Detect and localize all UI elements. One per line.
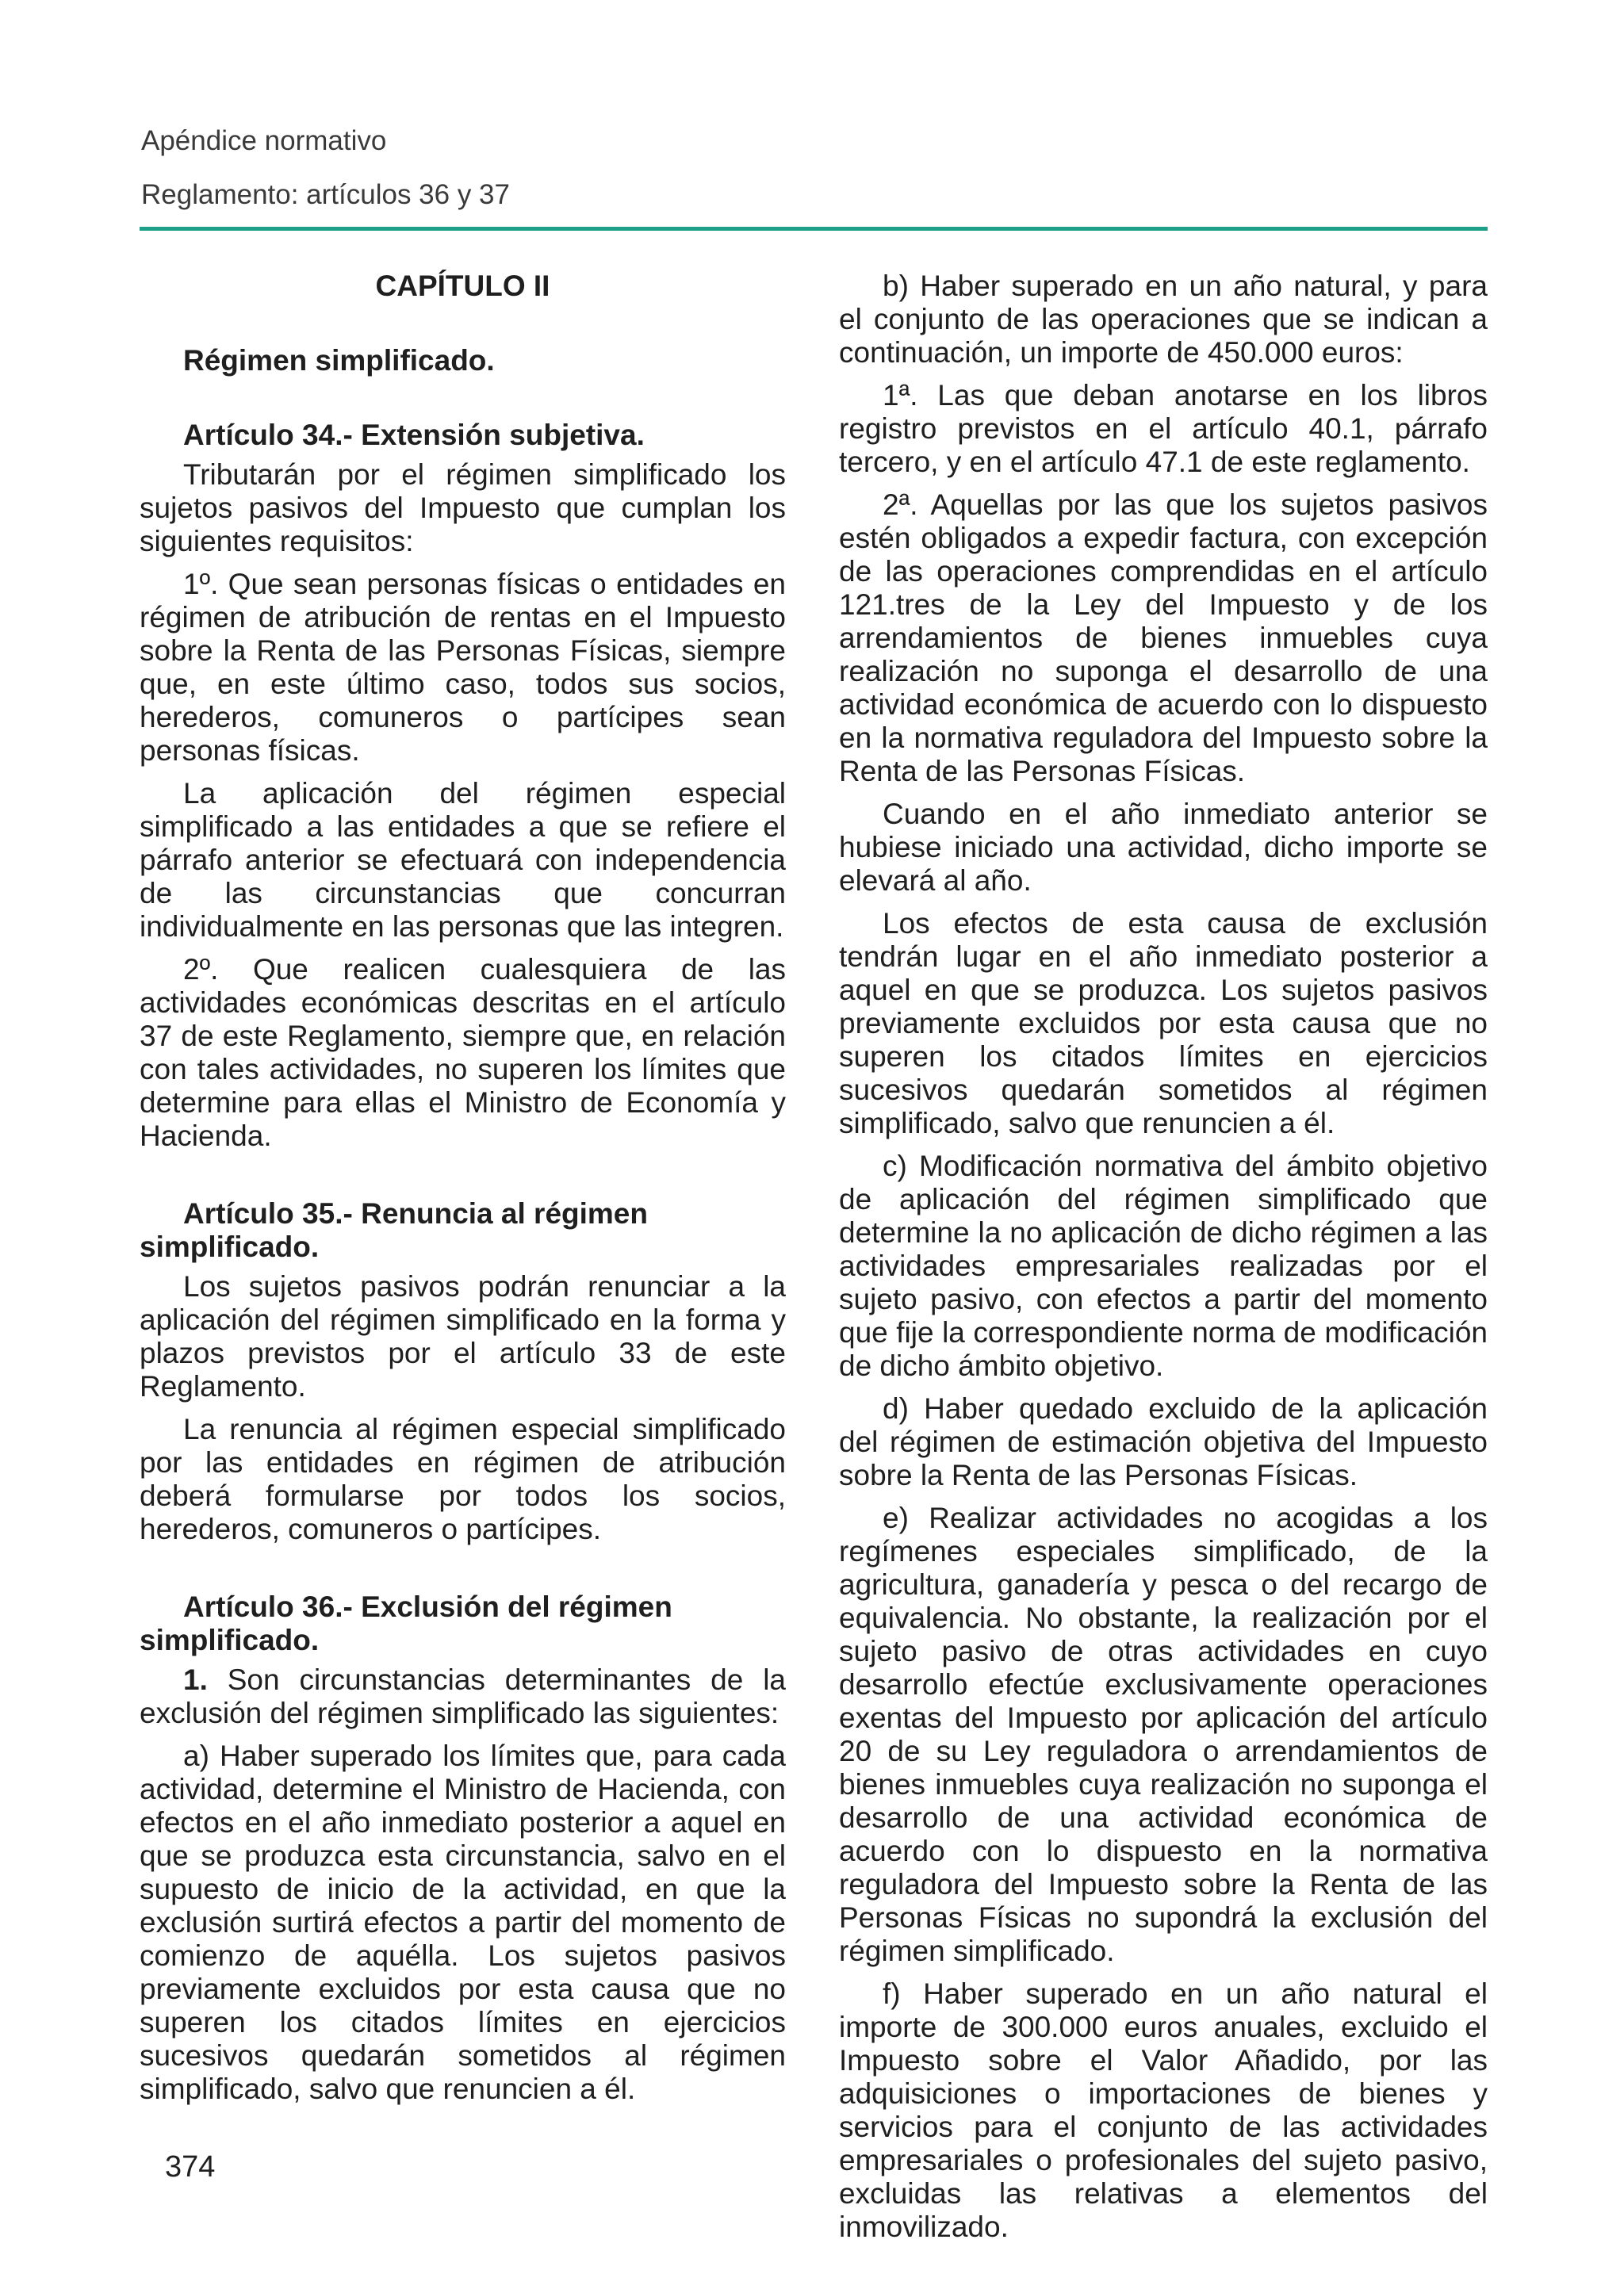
header-title: Apéndice normativo	[141, 125, 387, 156]
section-heading: Régimen simplificado.	[183, 344, 495, 377]
page-number: 374	[165, 2150, 216, 2184]
header-divider	[140, 227, 1488, 231]
article-35-paragraph: Los sujetos pasivos podrán renunciar a la aplicación del régimen simplificado en la forma y plazos previstos por el artículo 33 de este Reglamento.	[140, 1270, 786, 1403]
right-paragraph: Cuando en el año inmediato anterior se hubiese iniciado una actividad, dicho importe se elevará al año.	[839, 798, 1488, 897]
article-34-paragraph: 1º. Que sean personas físicas o entidades en régimen de atribución de rentas en el Impuesto sobre la Renta de las Personas Físicas, siempre que, en este último caso, todos sus socios, herederos, comuneros o partícipes sean personas físicas.	[140, 568, 786, 767]
article-34-paragraph: Tributarán por el régimen simplificado los sujetos pasivos del Impuesto que cumplan los siguientes requisitos:	[140, 458, 786, 557]
right-paragraph: d) Haber quedado excluido de la aplicación del régimen de estimación objetiva del Impuesto sobre la Renta de las Personas Físicas.	[839, 1392, 1488, 1491]
article-36-number: 1.	[183, 1663, 208, 1696]
right-paragraph: c) Modificación normativa del ámbito objetivo de aplicación del régimen simplificado que determine la no aplicación de dicho régimen a las actividades empresariales realizadas por el sujeto pasivo, con efectos a partir del momento que fije la correspondiente norma de modificación de dicho ámbito objetivo.	[839, 1150, 1488, 1382]
article-34-title: Artículo 34.- Extensión subjetiva.	[183, 419, 645, 451]
page-header	[141, 125, 510, 211]
article-36-text: Son circunstancias determinantes de la exclusión del régimen simplificado las siguientes:	[140, 1663, 786, 1729]
left-column	[140, 270, 786, 2115]
article-35-title: Artículo 35.- Renuncia al régimen simplificado.	[140, 1197, 648, 1263]
article-36-paragraph	[140, 1663, 786, 1730]
article-35-paragraph: La renuncia al régimen especial simplificado por las entidades en régimen de atribución deberá formularse por todos los socios, herederos, comuneros o partícipes.	[140, 1413, 786, 1545]
article-34-paragraph: La aplicación del régimen especial simplificado a las entidades a que se refiere el párrafo anterior se efectuará con independencia de las circunstancias que concurran individualmente en las personas que las integren.	[140, 777, 786, 943]
chapter-heading: CAPÍTULO II	[375, 270, 550, 302]
right-paragraph: e) Realizar actividades no acogidas a los regímenes especiales simplificado, de la agricultura, ganadería y pesca o del recargo de equivalencia. No obstante, la realización por el sujeto pasivo de otras actividades en cuyo desarrollo efectúe exclusivamente operaciones exentas del Impuesto por aplicación del artículo 20 de su Ley reguladora o arrendamientos de bienes inmuebles cuya realización no suponga el desarrollo de una actividad económica de acuerdo con lo dispuesto en la normativa reguladora del Impuesto sobre la Renta de las Personas Físicas no supondrá la exclusión del régimen simplificado.	[839, 1502, 1488, 1967]
right-paragraph: b) Haber superado en un año natural, y para el conjunto de las operaciones que se indican a continuación, un importe de 450.000 euros:	[839, 270, 1488, 369]
right-paragraph: Los efectos de esta causa de exclusión tendrán lugar en el año inmediato posterior a aquel en que se produzca. Los sujetos pasivos previamente excluidos por esta causa que no superen los citados límites en ejercicios sucesivos quedarán sometidos al régimen simplificado, salvo que renuncien a él.	[839, 907, 1488, 1139]
header-subtitle: Reglamento: artículos 36 y 37	[141, 179, 510, 210]
article-36-paragraph: a) Haber superado los límites que, para cada actividad, determine el Ministro de Hacienda, con efectos en el año inmediato posterior a aquel en que se produzca esta circunstancia, salvo en el supuesto de inicio de la actividad, en que la exclusión surtirá efectos a partir del momento de comienzo de aquélla. Los sujetos pasivos previamente excluidos por esta causa que no superen los citados límites en ejercicios sucesivos quedarán sometidos al régimen simplificado, salvo que renuncien a él.	[140, 1740, 786, 2105]
right-paragraph: 2ª. Aquellas por las que los sujetos pasivos estén obligados a expedir factura, con excepción de las operaciones comprendidas en el artículo 121.tres de la Ley del Impuesto y de los arrendamientos de bienes inmuebles cuya realización no suponga el desarrollo de una actividad económica de acuerdo con lo dispuesto en la normativa reguladora del Impuesto sobre la Renta de las Personas Físicas.	[839, 488, 1488, 787]
right-column	[839, 270, 1488, 2253]
right-paragraph: f) Haber superado en un año natural el importe de 300.000 euros anuales, excluido el Impuesto sobre el Valor Añadido, por las adquisiciones o importaciones de bienes y servicios para el conjunto de las actividades empresariales o profesionales del sujeto pasivo, excluidas las relativas a elementos del inmovilizado.	[839, 1977, 1488, 2243]
right-paragraph: 1ª. Las que deban anotarse en los libros registro previstos en el artículo 40.1, párrafo tercero, y en el artículo 47.1 de este reglamento.	[839, 379, 1488, 478]
article-36-title: Artículo 36.- Exclusión del régimen simplificado.	[140, 1591, 672, 1656]
article-34-paragraph: 2º. Que realicen cualesquiera de las actividades económicas descritas en el artículo 37 de este Reglamento, siempre que, en relación con tales actividades, no superen los límites que determine para ellas el Ministro de Economía y Hacienda.	[140, 953, 786, 1152]
